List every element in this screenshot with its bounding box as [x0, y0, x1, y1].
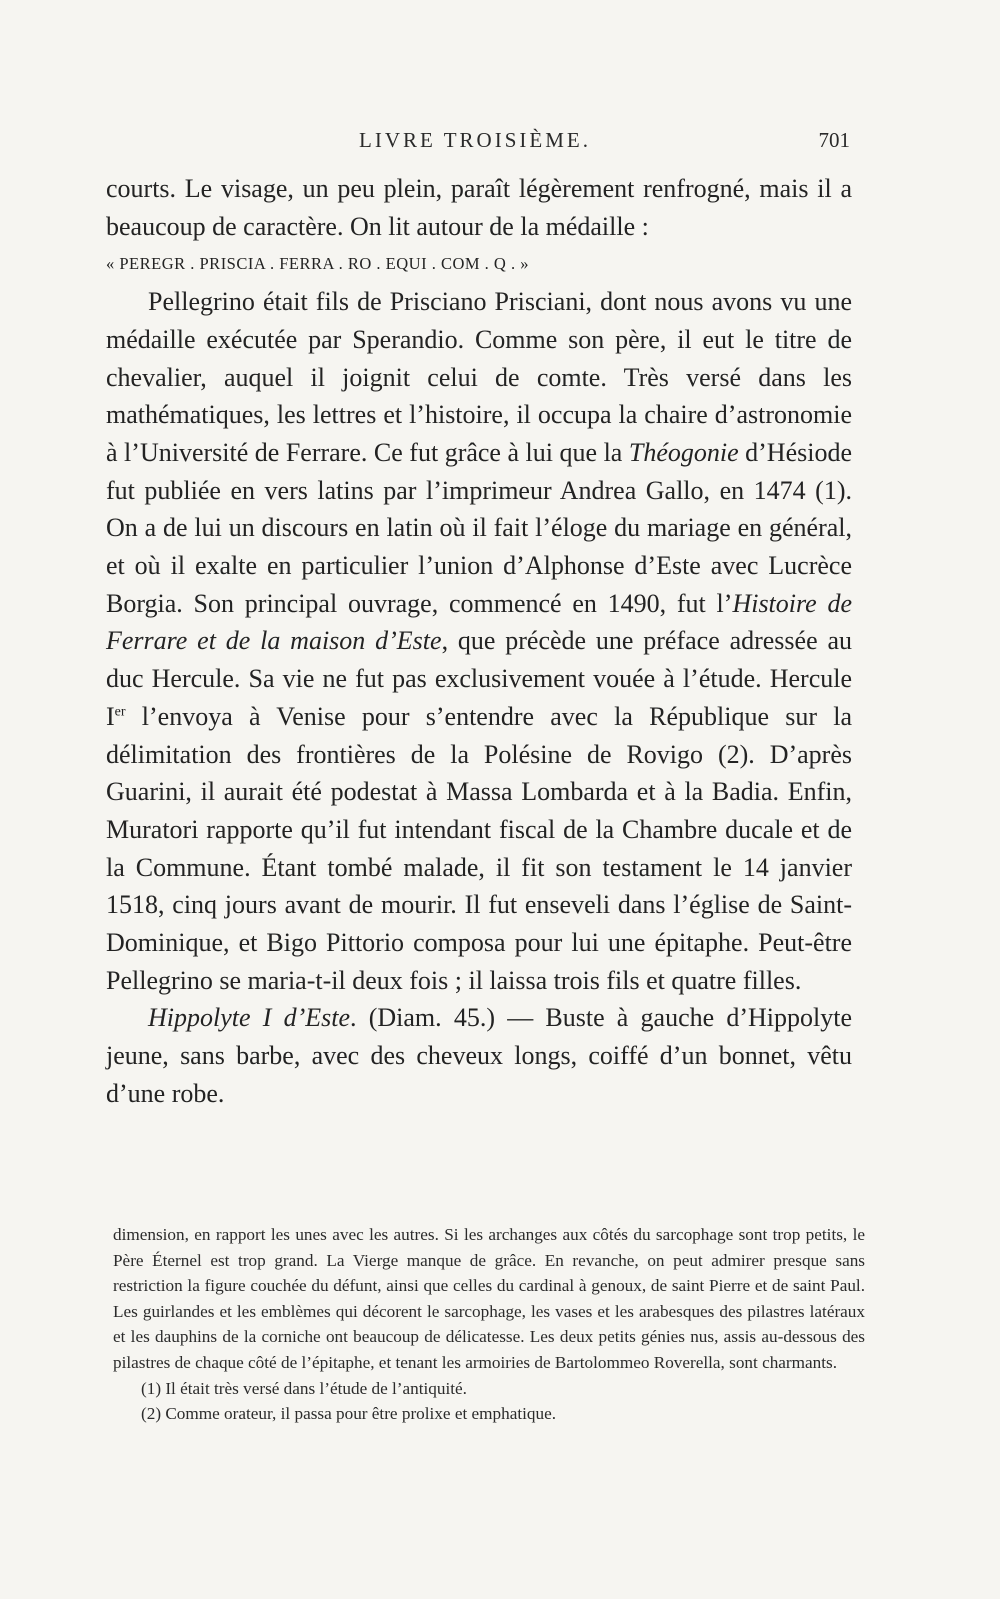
footnote-2: (2) Comme orateur, il passa pour être prolixe et emphatique.	[141, 1404, 557, 1424]
medal-inscription: « PEREGR . PRISCIA . FERRA . RO . EQUI . COM . Q . »	[106, 254, 529, 274]
running-title: LIVRE TROISIÈME.	[359, 128, 591, 152]
footnote-1: (1) Il était très versé dans l’étude de l’antiquité.	[141, 1378, 467, 1398]
paragraph-text: . (Diam. 45.) — Buste à gauche d’Hippolyte jeune, sans barbe, avec des cheveux longs, coiffé d’un bonnet, vêtu d’une robe.	[106, 1003, 853, 1108]
main-text	[106, 170, 852, 1113]
paragraph-text: l’envoya à Venise pour s’entendre avec la République sur la délimitation des frontières de la Polésine de Rovigo (2). D’après Guarini, il aurait été podestat à Massa Lombarda et à la Badia. Enfin, Muratori rapporte qu’il fut intendant fiscal de la Chambre ducale et de la Commune. Étant tombé malade, il fit son testament le 14 janvier 1518, cinq jours avant de mourir. Il fut enseveli dans l’église de Saint-Dominique, et Bigo Pittorio composa pour lui une épitaphe. Peut-être Pellegrino se maria-t-il deux fois ; il laissa trois fils et quatre filles.	[106, 701, 852, 995]
paragraph-text: Pellegrino était fils de Prisciano Prisciani, dont nous avons vu une médaille exécutée par Sperandio. Comme son père, il eut le titre de chevalier, auquel il joignit celui de comte. Très versé dans les mathématiques, les lettres et l’histoire, il occupa la chaire d’astronomie à l’Université de Ferrare. Ce fut grâce à lui que la	[106, 287, 852, 467]
page-number: 701	[818, 128, 850, 152]
paragraph-text: d’Hésiode fut publiée en vers latins par l’imprimeur Andrea Gallo, en 1474 (1). On a de lui un discours en latin où il fait l’éloge du mariage en général, et où il exalte en particulier l’union d’Alphonse d’Este avec Lucrèce Borgia. Son principal ouvrage, commencé en 1490, fut l’	[106, 437, 852, 618]
italic-title-histoire: Histoire de Ferrare et de la maison d’Este	[106, 588, 853, 656]
superscript: er	[114, 704, 126, 720]
paragraph-continued	[106, 170, 852, 245]
paragraph-text: courts. Le visage, un peu plein, paraît légèrement renfrogné, mais il a beaucoup de caractère. On lit autour de la médaille :	[106, 174, 852, 241]
italic-title-theogonie: Théogonie	[628, 437, 739, 467]
italic-medal-name: Hippolyte I d’Este	[148, 1003, 351, 1033]
paragraph-text: , que précède une préface adressée au duc Hercule. Sa vie ne fut pas exclusivement vouée à l’étude. Hercule I	[106, 626, 852, 731]
paragraph-hippolyte	[106, 999, 852, 1112]
paragraph-pellegrino	[106, 283, 852, 999]
page-header	[100, 128, 850, 160]
footnotes	[113, 1222, 865, 1427]
footnote-continued: dimension, en rapport les unes avec les autres. Si les archanges aux côtés du sarcophage sont trop petits, le Père Éternel est trop grand. La Vierge manque de grâce. En revanche, on peut admirer presque sans restriction la figure couchée du défunt, ainsi que celles du cardinal à genoux, de saint Pierre et de saint Paul. Les guirlandes et les emblèmes qui décorent le sarcophage, les vases et les arabesques des pilastres latéraux et les dauphins de la corniche ont beaucoup de délicatesse. Les deux petits génies nus, assis au-dessous des pilastres de chaque côté de l’épitaphe, et tenant les armoiries de Bartolommeo Roverella, sont charmants.	[113, 1225, 865, 1372]
